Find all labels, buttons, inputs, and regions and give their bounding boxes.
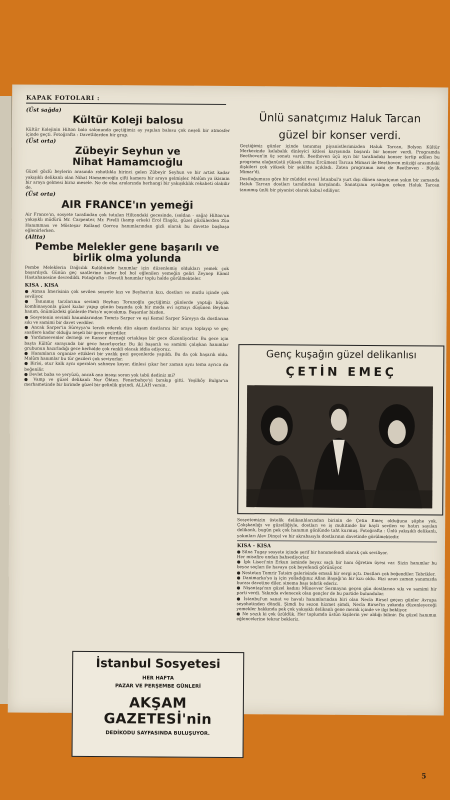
short-news-item: ● Hanımların organize ettikleri bir yazlık gezi geçenlerde yapıldı. Bu da çok başarılı oldu. Malûm hanımlar bu tür gezileri çok seviyorlar. (24, 350, 229, 362)
advert-line: HER HAFTA (142, 675, 174, 682)
magazine-page (8, 84, 448, 781)
short-news-item: Her misafire ondan bahsediyorlar. (236, 554, 310, 560)
left-column (24, 107, 230, 389)
photo-caption: Sosyetemizin üstelik delikanlılarından birinin de Çetin Emeç olduğuna şüphe yok. Çalışkanlığı ve güzelliğiyle, dostları ve iş muhitinde bir hayli sevilen ve hatırı sayılan delikanlı, bugün pek çok hanımın gönlünde taht kurmuş. Fotoğrafta : Ünlü yakışıklı delikanlı, yakınları Alev Dinçel ve bir akrabasıyla dostlarının davetinde görülmektedir. (237, 517, 438, 539)
photo-feature-box (237, 344, 444, 515)
short-news-item: ● Devlet baba ve yeryüzü, ancak ana insaşı soran yok tabii dediniz mi? (24, 371, 176, 378)
advert-brand: AKŞAM GAZETESİ'nin (103, 695, 212, 728)
article-body: Geçtiğimiz günler içinde tanınmış piyanistlerimizden Haluk Tarcan, Bolyon Kültür Merkezinde kalabalık dinleyici kitlesi karşısında başarılı bir konser verdi. Programda Beethoven'in üç sonatı vardı. Beethoven üçü ayrı bir tarafındaki konser tertip edilen bu programa olağanüstü yüksek ırmaz Ercüment Tarcan Mimari ile Beethoven müziği arasındaki ilişkileri çok yüksek bir şekilde açıkladı. Zaten programın ismi de Beethoven - Büyük Mimar'di. (239, 143, 440, 175)
article-title: Ünlü sanatçımız Haluk Tarcan (259, 111, 421, 126)
short-news-item: ● Tanınmış tarzlarının sevimli Beyhan Torunoğlu geçtiğimiz günlerde yaptığı büyük kombinasyonla güzel kızlar yapıp günün başında çok bir moda evi açmayı düşünen Beyhan hanım, önümüzdeki günlerde Paris'e uçacakmış. Başarılar bizden. (24, 298, 229, 316)
advert-line: PAZAR VE PERŞEMBE GÜNLERİ (115, 683, 201, 690)
photo-position-tag: (Altta) (25, 234, 46, 241)
article-body: Kültür Kolejinin Hilton balo salonunda geçtiğimiz ay yapılan balosu çok neşeli bir atmosfer içinde geçti. Fotoğrafta : Davetlilerden bir grup. (25, 126, 230, 138)
divider (237, 540, 437, 542)
short-news-item: ● Birisi, otur kalk aynı operaları sahneye koyar, dinlesi çıkar her zaman aynı tema ayrıca da beğenilir. (24, 361, 229, 372)
advert-title: İstanbul Sosyetesi (95, 656, 221, 671)
section-header: KAPAK FOTOLARI : (26, 95, 226, 105)
photo-kicker: Genç kuşağın güzel delikanlısı (266, 349, 417, 362)
short-news-heading: KISA . KISA (24, 282, 59, 289)
advert-footer: DEDİKODU SAYFASINDA BULUŞUYOR. (105, 730, 210, 737)
right-column (239, 108, 440, 195)
photo-position-tag: (Üst sağda) (25, 107, 62, 114)
short-news-item: ● Yardımsevenler derneği ve Kanser derneği ortaklaşa bir gece düzenliyorlar. Bu gece için başta Kültür sarayında bir gece hazırlıyorlar. Bu iki başarılı ve samimi çalışkan hanımlar grubunun hazırladığı gece herhalde çok renkli olacak iddia ediyoruz. (24, 335, 229, 352)
short-news-item: ● Vamp ve güzel delikanlı Nur Ökten. Fenerbahçe'yi bırakıp gitti. Yeşilköy Bulgar'ın merhametinde bir birimde güzel bir gelinlik giyindi. ALLAH versin. (24, 376, 229, 388)
short-news-item: ● Nesteten Tomrir Tatsim galerisinde emsali bir sergi açtı. Dostları çok beğendiler. Tebrikler. (236, 569, 436, 577)
article-title: AIR FRANCE'ın yemeği (61, 199, 194, 212)
article-title: Pembe Melekler gene başarılı ve (34, 241, 220, 254)
article-title: Kültür Koleji balosu (72, 114, 184, 127)
short-news-item: ● Ne yazık ki çok üzüldük. Her toplumda üstün kişilerin yer aldığı bilinir. Bu güzel hanımın eğlencelerine tekrar bekleriz. (236, 611, 437, 622)
short-news-item: ● İpk Liseci'nin Erkun isminde beyaz saçlı bir hanı öğretim üyesi var. Sizin hanımlar bu beyaz saçları ile havaya çok beyefendi görünüyor. (236, 559, 437, 571)
short-news-item: ● Ancak Sarper'in Süreyya'sı terzik ederek dün akşam dostlarını bir araya toplayıp ve geç saatlere kadar olduğu neşeli bir gece geçirdiler. (24, 324, 229, 336)
article-title: Nihat Hamamcıoğlu (72, 157, 183, 170)
article-title: güzel bir konser verdi. (278, 128, 402, 143)
article-body: Air France'ın, sosyete tarafından çok tutulan Hiltondaki gecesinde, (soldan - sağa) Hilton'un yakışıklı müdürü Mr. Carpenter, Mr. Pirelli (kamp erkek) Erol Elagöz, güzel gözlülerden Züa Hanımması ve Mösteşar Rolland Gorrou hanımlarından gizli olarak bu davette başbaşa eğlenirlerken. (25, 211, 230, 233)
article-title: Zübeyir Seyhun ve (75, 146, 181, 159)
short-news-item: ● İstanbul'un sanat ve havalı hanımlarından biri olan Necla Birsel geçen günler Avrupa seyahatinden döndü. Şimdi bu sezon hizmet şimdi, Necla Birsel'in yakında düzenleyeceği yemekler hakkında pek çok yakışıklı delikanlı gene merak içinde ve ilgi bekliyor. (236, 595, 437, 613)
short-news-item: ● Silna Tugay sosyete içinde şerif bir hanımefendi olarak çok seviliyor. (236, 548, 388, 555)
short-news-list (236, 549, 437, 623)
short-news-item: ● Atman İmerisinin çok sevilen sosyete kızı ve Beyhan'ın kızı, dostları ve mutlu içinde çok seviliyor. (24, 288, 229, 299)
page-number: 5 (421, 771, 427, 781)
article-body: Pembe Meleklerin Dağcılık Kulübünde hanımlar için düzenlemiş oldukları yemek çok başarılıydı. Günün geç saatlerine kadar bol bol eğlenilen yemeğin geliri Zeynep Kâmil Hastahanesine devredildi. Fotoğrafta : Davetli hanımlar toplu halde görülmekteler. (24, 264, 229, 282)
photo-position-tag: (Üst orta) (25, 191, 56, 199)
photo-subject-name: ÇETİN EMEÇ (285, 364, 397, 380)
short-news-list (24, 288, 229, 388)
photo-position-tag: (Üst orta) (25, 138, 57, 146)
article-title: birlik olma yolunda (72, 252, 182, 265)
article-body: Güzel gözlü beylerin arasında rahatlıkla birinci gelen Zübeyir Seyhun ve bir artist kadar yakışıklı delikanlı olan Nihat Hamamcıoğlu çifti kamera bir araya gelmişler. Malûm ya ikisinin bir araya gelmesi biraz mesele. Ne de olsa aralarında herhangi bir yakışıklılık rekabeti olabilir de. (25, 168, 230, 190)
short-news-item: ● Danimarka'ya iş için yolladığınız Aflan Başağı'ın bir kızı oldu. Bizi uzun zaman yanımızda burası davetine diler, sinema başı tebrik ederiz. (236, 574, 437, 586)
right-lower-column (236, 516, 437, 623)
article-body: Dostluğumuza göre bir müddet evvel İstanbul'a yurt dışı dönen sanatçının yakın bir zamanda Haluk Tarcan dostları tarafından karşılandı. Sanatçının ayrılığını çeken Haluk Tarcan tanınmış ünlü bir piyanist olarak kabul ediliyor. (239, 176, 440, 193)
newspaper-advert (72, 651, 245, 758)
group-photo (246, 385, 433, 508)
short-news-item: ● Nişantaşı'nın güzel kadını Münevver Sermayan geçen gün dostlarına sıkı ve samimi bir parti verdi. Yakında evlenecek olan gençler de bu partide bulundular. (236, 585, 437, 597)
short-news-heading: KISA - KISA (236, 542, 271, 550)
short-news-item: ● Sosyetenin sevimli hanımlarından Tomris Sarper ve eşi Kemal Sarper Süreyya da dostlarına sıkı ve samimi bir davet verdiler. (24, 314, 229, 325)
